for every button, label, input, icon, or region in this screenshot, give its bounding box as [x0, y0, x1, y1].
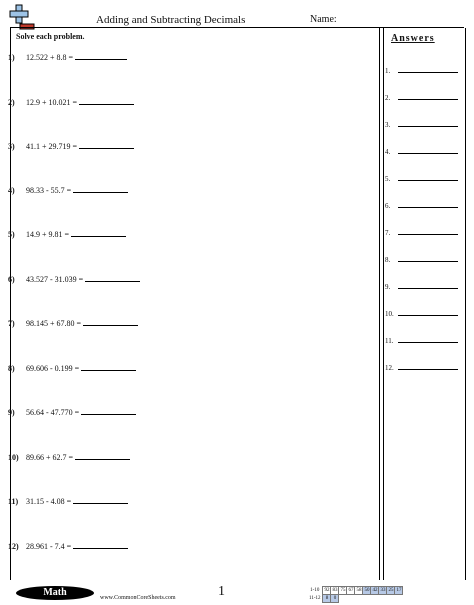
problem-text: 14.9 + 9.81 = — [26, 230, 70, 239]
score-cell: 75 — [340, 588, 346, 593]
score-cell: 17 — [396, 588, 402, 593]
answer-blank[interactable] — [73, 494, 128, 504]
answer-number: 3. — [385, 121, 391, 129]
problem-number: 1) — [8, 53, 15, 62]
problem-text: 31.15 - 4.08 = — [26, 497, 72, 506]
answer-line[interactable] — [398, 361, 458, 370]
instructions: Solve each problem. — [16, 32, 85, 41]
problem-7 — [8, 316, 138, 328]
answer-blank[interactable] — [81, 361, 136, 371]
problem-8 — [8, 361, 136, 373]
answer-blank[interactable] — [81, 405, 136, 415]
answer-number: 4. — [385, 148, 391, 156]
answer-blank[interactable] — [73, 183, 128, 193]
answer-number: 8. — [385, 256, 391, 264]
answer-number: 9. — [385, 283, 391, 291]
answer-row-7 — [385, 226, 458, 237]
answer-row-4 — [385, 145, 458, 156]
score-cell: 33 — [380, 588, 386, 593]
page-number: 1 — [218, 584, 225, 599]
math-badge: Math — [16, 586, 94, 600]
score-cell: 42 — [372, 588, 378, 593]
answer-row-9 — [385, 280, 458, 291]
score-cell: 83 — [332, 588, 338, 593]
problem-number: 11) — [8, 497, 19, 506]
problem-9 — [8, 405, 136, 417]
answer-number: 1. — [385, 67, 391, 75]
answer-number: 5. — [385, 175, 391, 183]
answer-blank[interactable] — [79, 95, 134, 105]
answer-number: 12. — [385, 364, 394, 372]
worksheet-title: Adding and Subtracting Decimals — [96, 14, 246, 26]
answer-blank[interactable] — [83, 316, 138, 326]
score-cell: 50 — [364, 588, 370, 593]
answer-row-1 — [385, 64, 458, 75]
problem-number: 7) — [8, 319, 15, 328]
footer — [0, 580, 474, 605]
answer-row-12 — [385, 361, 458, 372]
problem-text: 41.1 + 29.719 = — [26, 142, 78, 151]
answer-row-5 — [385, 172, 458, 183]
site-url: www.CommonCoreSheets.com — [100, 595, 176, 601]
answer-row-6 — [385, 199, 458, 210]
score-cell: 67 — [348, 588, 354, 593]
problem-number: 6) — [8, 275, 15, 284]
score-cell: 0 — [331, 595, 339, 603]
problem-number: 3) — [8, 142, 15, 151]
score-table — [308, 586, 403, 603]
score-cell: 25 — [388, 588, 394, 593]
answer-number: 7. — [385, 229, 391, 237]
answer-line[interactable] — [398, 253, 458, 262]
problem-11 — [8, 494, 128, 506]
answer-number: 10. — [385, 310, 394, 318]
problem-text: 69.606 - 0.199 = — [26, 364, 80, 373]
answer-row-11 — [385, 334, 458, 345]
problem-number: 9) — [8, 408, 15, 417]
score-cell: 8 — [323, 595, 331, 603]
answer-number: 2. — [385, 94, 391, 102]
answer-blank[interactable] — [73, 539, 128, 549]
problem-number: 4) — [8, 186, 15, 195]
score-cell: 58 — [356, 588, 362, 593]
answer-row-8 — [385, 253, 458, 264]
problem-number: 12) — [8, 542, 19, 551]
answer-line[interactable] — [398, 226, 458, 235]
answer-row-2 — [385, 91, 458, 102]
answer-blank[interactable] — [85, 272, 140, 282]
problem-number: 5) — [8, 230, 15, 239]
problem-text: 43.527 - 31.039 = — [26, 275, 84, 284]
answer-number: 11. — [385, 337, 394, 345]
answer-line[interactable] — [398, 172, 458, 181]
problem-12 — [8, 539, 128, 551]
answer-line[interactable] — [398, 91, 458, 100]
score-row — [308, 587, 403, 595]
problem-text: 12.522 + 8.8 = — [26, 53, 74, 62]
problem-text: 28.961 - 7.4 = — [26, 542, 72, 551]
answers-title: Answers — [391, 33, 435, 44]
score-cell: 92 — [324, 588, 330, 593]
problem-number: 2) — [8, 98, 15, 107]
problem-text: 12.9 + 10.021 = — [26, 98, 78, 107]
answer-row-3 — [385, 118, 458, 129]
score-label: 11-12 — [309, 596, 321, 601]
problem-number: 10) — [8, 453, 19, 462]
problem-4 — [8, 183, 128, 195]
answer-line[interactable] — [398, 118, 458, 127]
answer-line[interactable] — [398, 199, 458, 208]
problem-text: 89.66 + 62.7 = — [26, 453, 74, 462]
answer-blank[interactable] — [75, 50, 127, 60]
problem-5 — [8, 227, 126, 239]
name-label: Name: — [310, 14, 337, 25]
problem-6 — [8, 272, 140, 284]
answer-row-10 — [385, 307, 458, 318]
problem-10 — [8, 450, 130, 462]
problem-text: 56.64 - 47.770 = — [26, 408, 80, 417]
answer-blank[interactable] — [79, 139, 134, 149]
problem-2 — [8, 95, 134, 107]
score-row — [308, 595, 403, 603]
problem-number: 8) — [8, 364, 15, 373]
answer-blank[interactable] — [75, 450, 130, 460]
answer-blank[interactable] — [71, 227, 126, 237]
problem-1 — [8, 50, 127, 62]
problem-text: 98.33 - 55.7 = — [26, 186, 72, 195]
answer-line[interactable] — [398, 64, 458, 73]
answer-line[interactable] — [398, 280, 458, 289]
answer-number: 6. — [385, 202, 391, 210]
answer-line[interactable] — [398, 145, 458, 154]
answer-line[interactable] — [398, 307, 458, 316]
answer-line[interactable] — [398, 334, 458, 343]
answer-divider — [379, 28, 384, 580]
problem-3 — [8, 139, 134, 151]
score-label: 1-10 — [310, 588, 320, 593]
problem-text: 98.145 + 67.80 = — [26, 319, 82, 328]
